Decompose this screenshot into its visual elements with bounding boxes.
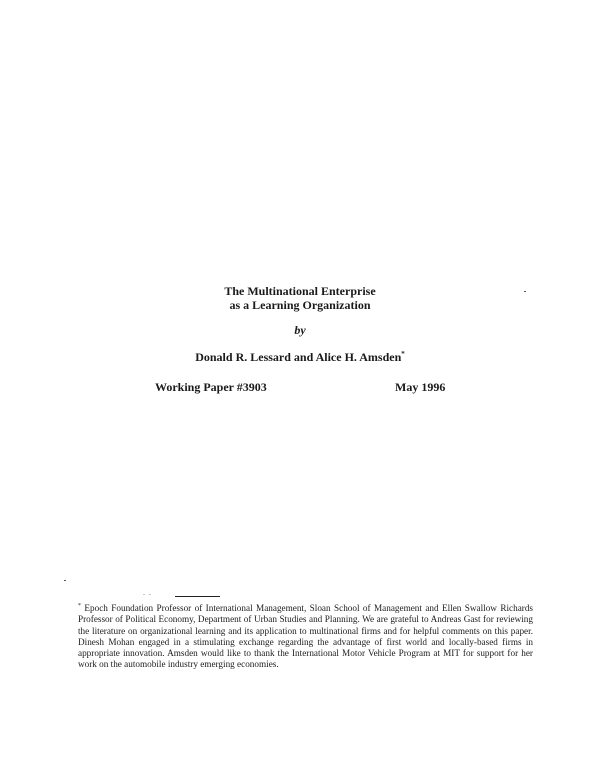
title-line-1: The Multinational Enterprise (224, 284, 376, 298)
scan-speck (524, 291, 526, 292)
paper-title (0, 284, 600, 312)
footnote-marker: * (78, 602, 81, 609)
author-names: Donald R. Lessard and Alice H. Amsden (195, 350, 402, 364)
footnote (78, 603, 533, 671)
rule-dots: - - (143, 591, 152, 598)
footnote-divider (175, 596, 220, 597)
title-line-2: as a Learning Organization (229, 298, 371, 312)
footnote-text: Epoch Foundation Professor of International Management, Sloan School of Management and Ellen Swallow Richards Professor of Political Economy, Department of Urban Studies and Planning. We are grateful to Andreas Gast for reviewing the literature on organizational learning and its application to multinational firms and for helpful comments on this paper. Dinesh Mohan engaged in a stimulating exchange regarding the advantage of first world and locally-based firms in appropriate innovation. Amsden would like to thank the International Motor Vehicle Program at MIT for support for her work on the automobile industry emerging economies. (78, 603, 533, 670)
author-footnote-marker: * (401, 350, 405, 358)
working-paper-date: May 1996 (395, 380, 446, 394)
working-paper-number: Working Paper #3903 (155, 380, 267, 394)
by-line: by (294, 323, 306, 337)
authors-line (0, 350, 600, 365)
scan-speck (64, 580, 66, 581)
